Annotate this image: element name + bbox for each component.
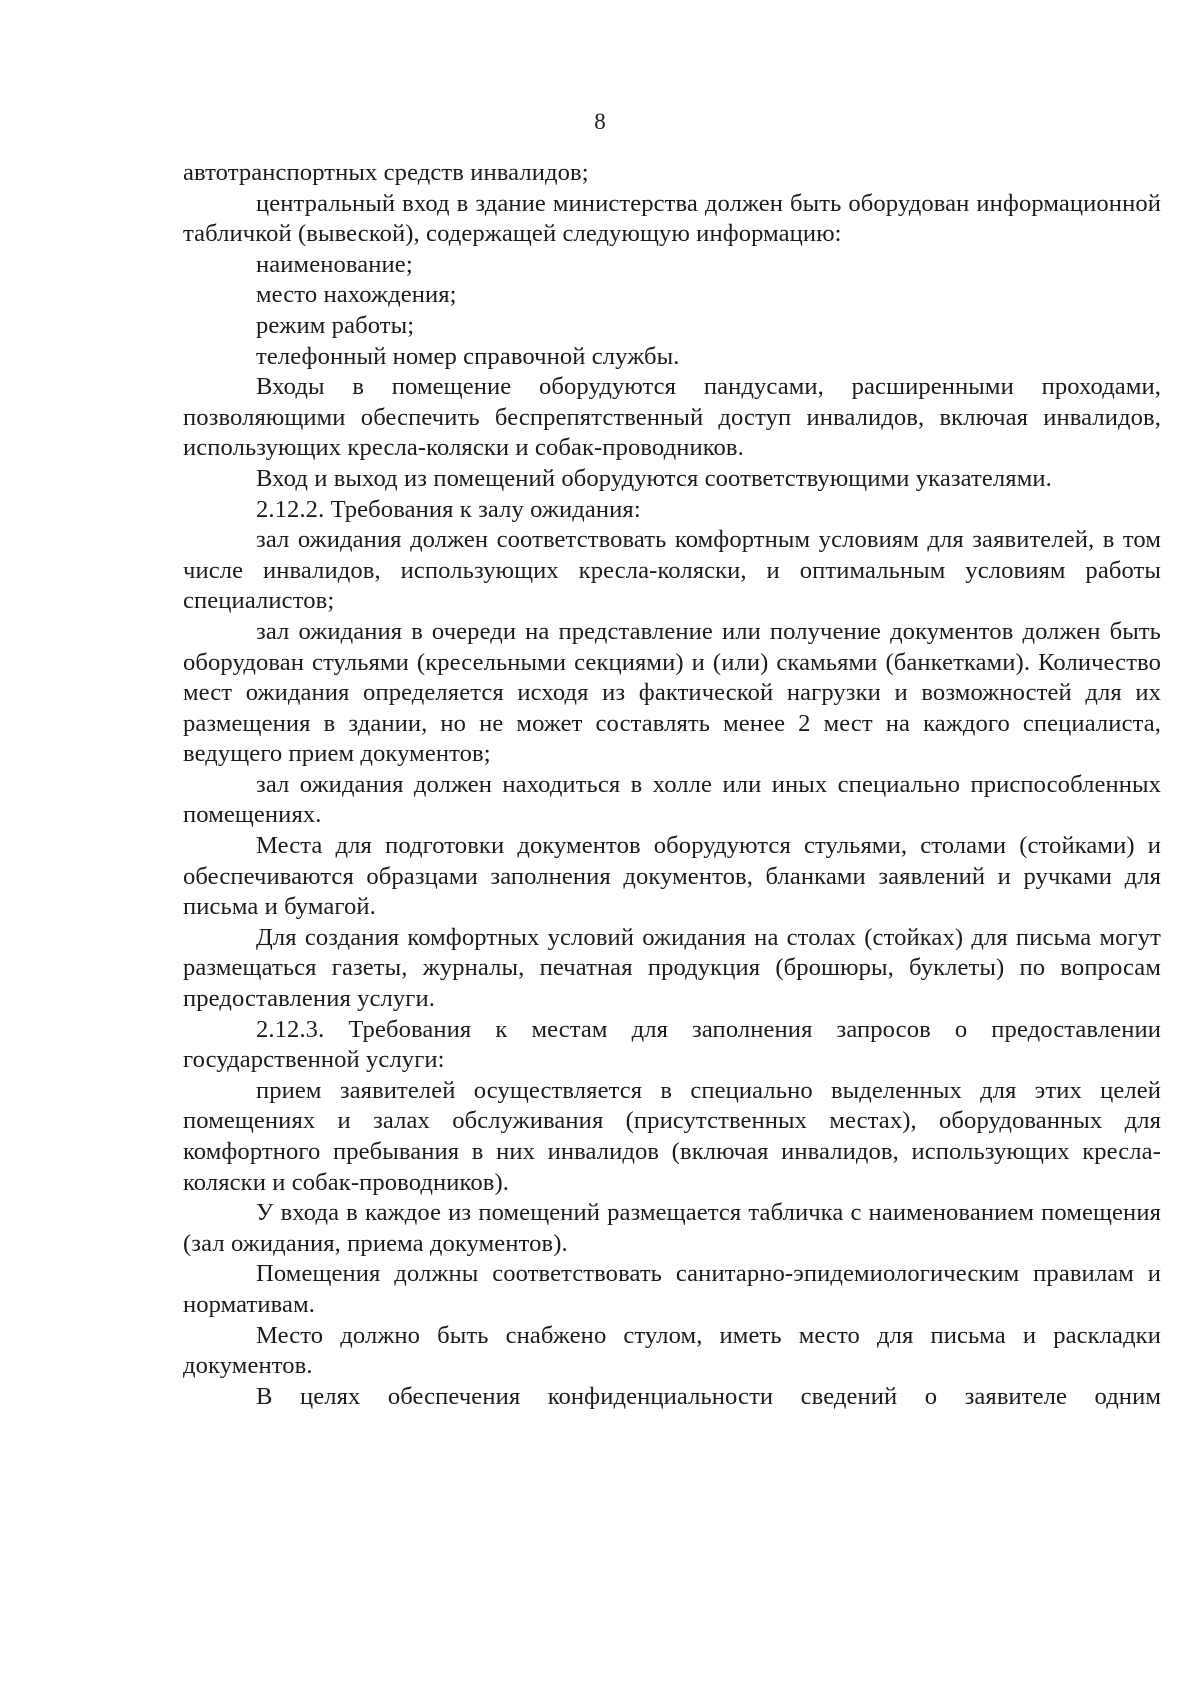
section-heading: 2.12.3. Требования к местам для заполнения запросов о предоставлении государственной услуги:	[183, 1015, 1161, 1074]
paragraph: Помещения должны соответствовать санитарно-эпидемиологическим правилам и нормативам.	[183, 1260, 1161, 1318]
paragraph: зал ожидания должен соответствовать комфортным условиям для заявителей, в том числе инвалидов, использующих кресла-коляски, и оптимальным условиям работы специалистов;	[183, 526, 1161, 615]
paragraph: автотранспортных средств инвалидов;	[183, 159, 589, 186]
paragraph: центральный вход в здание министерства должен быть оборудован информационной табличкой (вывеской), содержащей следующую информацию:	[183, 189, 1161, 248]
list-item: место нахождения;	[256, 281, 457, 309]
paragraph: Входы в помещение оборудуются пандусами, расширенными проходами, позволяющими обеспечить беспрепятственный доступ инвалидов, включая инвалидов, использующих кресла-коляски и собак-проводников.	[183, 373, 1161, 462]
paragraph: Для создания комфортных условий ожидания на столах (стойках) для письма могут размещаться газеты, журналы, печатная продукция (брошюры, буклеты) по вопросам предоставления услуги.	[183, 923, 1161, 1013]
section-heading: 2.12.2. Требования к залу ожидания:	[256, 495, 641, 523]
paragraph: У входа в каждое из помещений размещается табличка с наименованием помещения (зал ожидания, приема документов).	[183, 1199, 1161, 1257]
document-body	[183, 158, 1161, 1412]
paragraph: Вход и выход из помещений оборудуются соответствующими указателями.	[256, 464, 1052, 492]
paragraph: Место должно быть снабжено стулом, иметь место для письма и раскладки документов.	[183, 1321, 1161, 1380]
paragraph: прием заявителей осуществляется в специально выделенных для этих целей помещениях и залах обслуживания (присутственных местах), оборудованных для комфортного пребывания в них инвалидов (включая инвалидов, использующих кресла-коляски и собак-проводников).	[183, 1076, 1161, 1196]
paragraph: Места для подготовки документов оборудуются стульями, столами (стойками) и обеспечиваются образцами заполнения документов, бланками заявлений и ручками для письма и бумагой.	[183, 832, 1161, 921]
page-number: 8	[594, 109, 606, 134]
list-item: режим работы;	[256, 311, 415, 339]
paragraph: зал ожидания должен находиться в холле или иных специально приспособленных помещениях.	[183, 770, 1161, 829]
paragraph: зал ожидания в очереди на представление или получение документов должен быть оборудован стульями (кресельными секциями) и (или) скамьями (банкетками). Количество мест ожидания определяется исходя из фактической нагрузки и возможностей для их размещения в здании, но не может составлять менее 2 мест на каждого специалиста, ведущего прием документов;	[183, 617, 1161, 768]
list-item: наименование;	[256, 250, 413, 278]
list-item: телефонный номер справочной службы.	[256, 342, 680, 370]
paragraph: В целях обеспечения конфиденциальности сведений о заявителе одним	[256, 1382, 1161, 1410]
